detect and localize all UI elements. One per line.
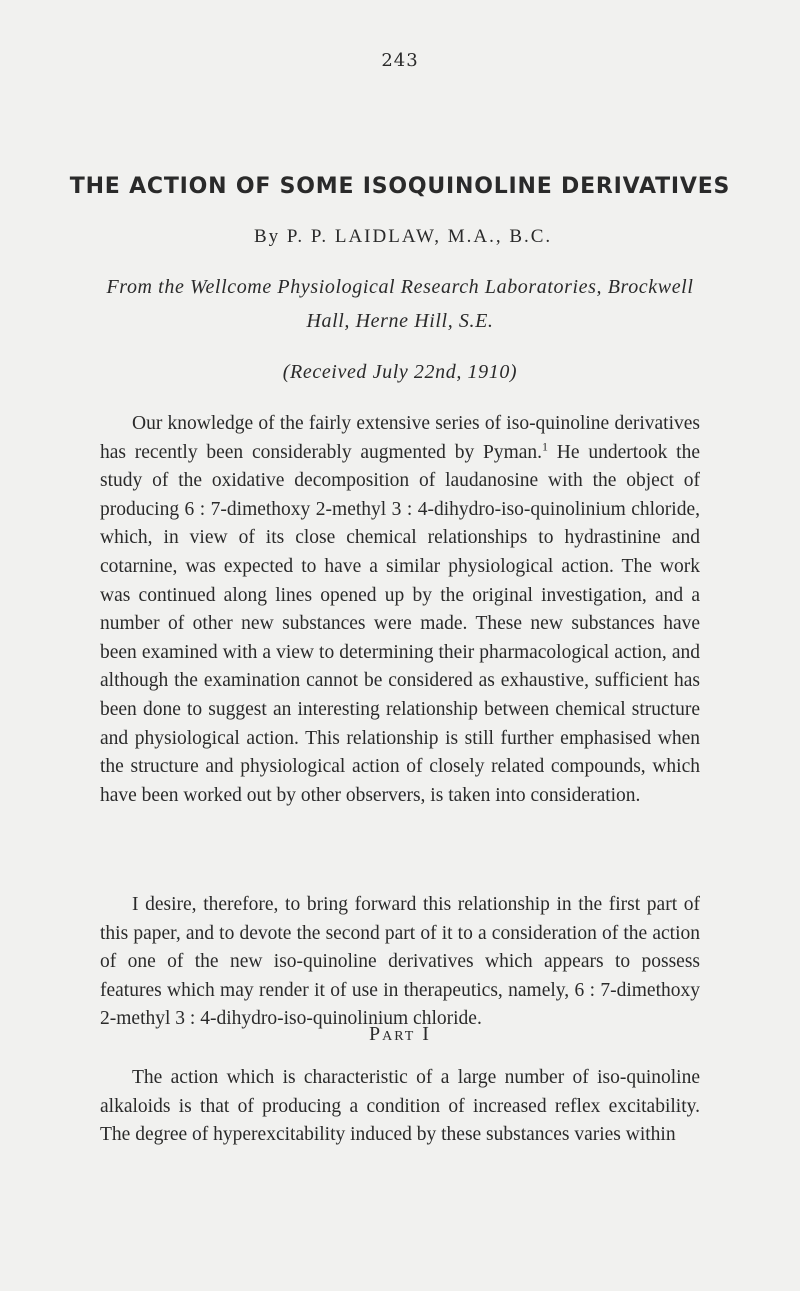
paragraph-text: [100, 410, 700, 810]
paragraph-text: The action which is characteristic of a large number of iso-quinoline alkaloids is that of producing a condition of increased reflex excitability. The degree of hyperexcitability induced by these substances varies within: [100, 1067, 700, 1146]
body-paragraph-1: [100, 410, 700, 810]
article-title: THE ACTION OF SOME ISOQUINOLINE DERIVATIVES: [69, 174, 731, 199]
author-affiliation: [100, 270, 700, 338]
affiliation-line-2: Hall, Herne Hill, S.E.: [306, 310, 494, 332]
footnote-reference: 1: [542, 439, 549, 454]
received-date: (Received July 22nd, 1910): [282, 361, 518, 383]
paragraph-text-start: Our knowledge of the fairly extensive series of iso-quinoline derivatives has recently been considerably augmented by Pyman.: [100, 413, 700, 463]
paragraph-text: I desire, therefore, to bring forward this relationship in the first part of this paper, and to devote the second part of it to a consideration of the action of one of the new iso-quinoline derivatives which appears to possess features which may render it of use in therapeutics, namely, 6 : 7-dimethoxy 2-methyl 3 : 4-dihydro-iso-quinolinium chloride.: [100, 894, 700, 1030]
paragraph-text-end: He undertook the study of the oxidative decomposition of laudanosine with the object of producing 6 : 7-dimethoxy 2-methyl 3 : 4-dihydro-iso-quinolinium chloride, which, in view of its close chemical relationships to hydrastinine and cotarnine, was expected to have a similar physiological action. The work was continued along lines opened up by the original investigation, and a number of other new substances were made. These new substances have been examined with a view to determining their pharmacological action, and although the examination cannot be considered as exhaustive, sufficient has been done to suggest an interesting relationship between chemical structure and physiological action. This relationship is still further emphasised when the structure and physiological action of closely related compounds, which have been worked out by other observers, is taken into consideration.: [100, 441, 700, 806]
page-number: 243: [381, 50, 419, 71]
body-paragraph-2: [100, 891, 700, 1034]
body-paragraph-3: [100, 1064, 700, 1150]
author-byline: By P. P. LAIDLAW, M.A., B.C.: [254, 226, 553, 247]
affiliation-line-1: From the Wellcome Physiological Research Laboratories, Brockwell: [106, 276, 694, 298]
section-heading: Part I: [369, 1023, 431, 1045]
